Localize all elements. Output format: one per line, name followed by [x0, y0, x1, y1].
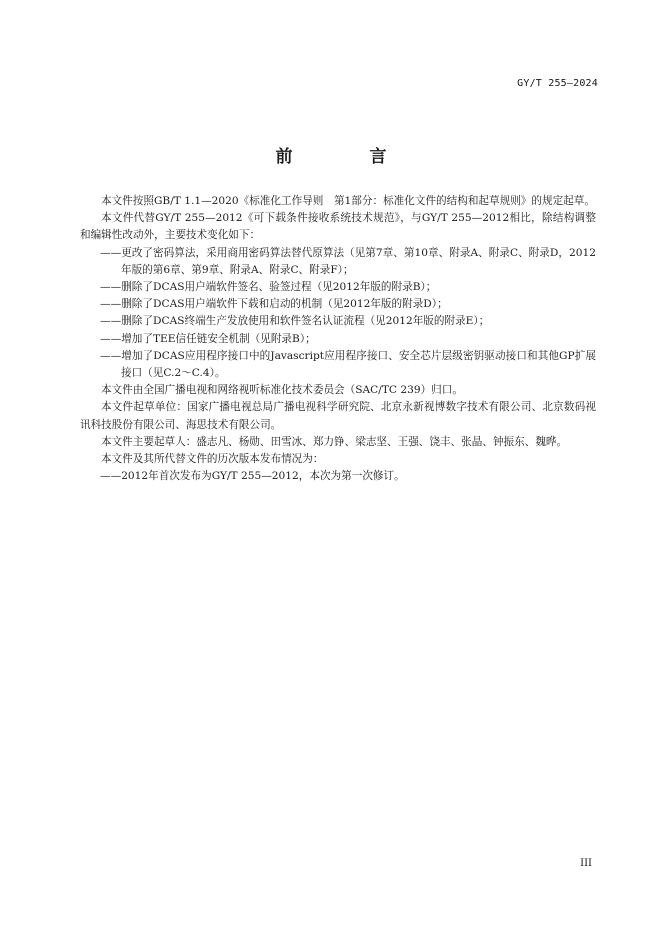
change-item: ——增加了DCAS应用程序接口中的Javascript应用程序接口、安全芯片层级密钥驱动接口和其他GP扩展接口（见C.2～C.4）。 — [100, 349, 596, 380]
change-item: ——增加了TEE信任链安全机制（见附录B）； — [100, 332, 316, 345]
page-number: III — [580, 858, 592, 869]
history-item: ——2012年首次发布为GY/T 255—2012，本次为第一次修订。 — [100, 470, 405, 483]
page-title: 前 言 — [275, 147, 417, 167]
paragraph-drafting-rules: 本文件按照GB/T 1.1—2020《标准化工作导则 第1部分：标准化文件的结构和起草规则》的规定起草。 — [101, 195, 595, 207]
change-item: ——更改了密码算法，采用商用密码算法替代原算法（见第7章、第10章、附录A、附录C、附录D，2012年版的第6章、第9章、附录A、附录C、附录F）； — [100, 246, 596, 276]
change-item: ——删除了DCAS用户端软件签名、验签过程（见2012年版的附录B）； — [100, 281, 437, 294]
document-body — [80, 193, 596, 485]
change-item: ——删除了DCAS终端生产发放使用和软件签名认证流程（见2012年版的附录E）； — [100, 315, 490, 328]
paragraph-drafting-units: 本文件起草单位：国家广播电视总局广播电视科学研究院、北京永新视博数字技术有限公司、北京数码视讯科技股份有限公司、海思技术有限公司。 — [80, 401, 596, 431]
change-item: ——删除了DCAS用户端软件下载和启动的机制（见2012年版的附录D）； — [100, 298, 448, 311]
paragraph-drafters: 本文件主要起草人：盛志凡、杨勋、田雪冰、郑力铮、梁志坚、王强、饶丰、张晶、钟振东、魏晔。 — [101, 435, 568, 448]
paragraph-committee: 本文件由全国广播电视和网络视听标准化技术委员会（SAC/TC 239）归口。 — [101, 384, 463, 397]
paragraph-history-intro: 本文件及其所代替文件的历次版本发布情况为： — [101, 453, 324, 466]
paragraph-replacement: 本文件代替GY/T 255—2012《可下载条件接收系统技术规范》，与GY/T 255—2012相比，除结构调整和编辑性改动外，主要技术变化如下： — [80, 212, 596, 242]
standard-number: GY/T 255—2024 — [517, 78, 598, 89]
